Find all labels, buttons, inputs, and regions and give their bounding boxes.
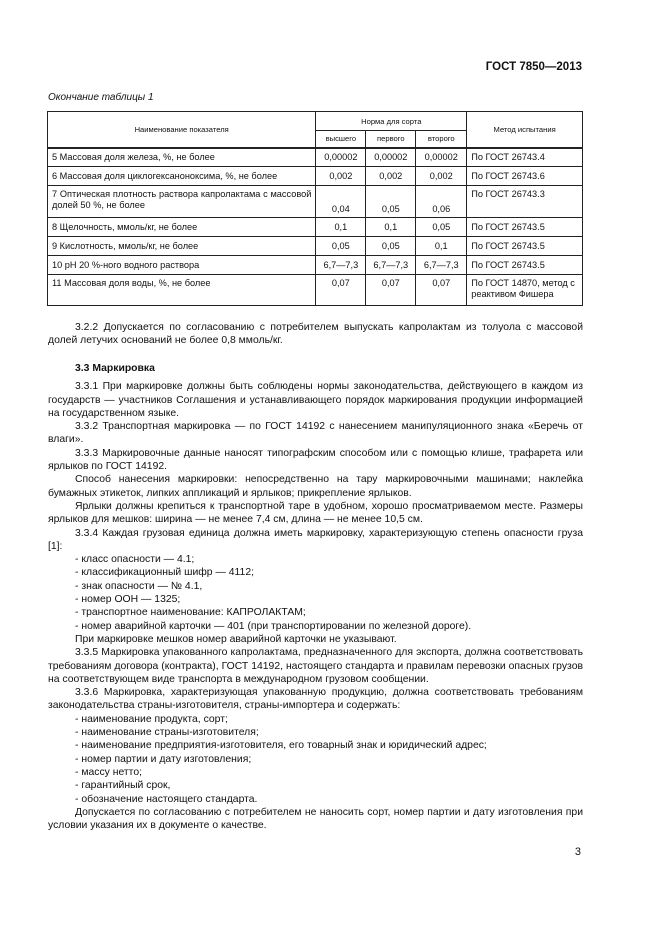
table-row (48, 256, 583, 275)
col-header-grade-first: первого (366, 131, 416, 148)
list-item: - наименование предприятия-изготовителя, его товарный знак и юридический адрес; (75, 740, 487, 752)
row-value-second: 0,07 (416, 275, 467, 306)
row-name: 8 Щелочность, ммоль/кг, не более (48, 218, 316, 237)
row-value-top: 0,1 (316, 218, 366, 237)
row-name: 11 Массовая доля воды, %, не более (48, 275, 316, 306)
marking-section (48, 362, 583, 832)
row-name: 6 Массовая доля циклогексаноноксима, %, не более (48, 167, 316, 186)
row-value-top: 0,05 (316, 237, 366, 256)
row-value-first: 0,05 (366, 237, 416, 256)
row-method: По ГОСТ 26743.5 (467, 237, 583, 256)
specs-table (47, 111, 583, 306)
table-row (48, 218, 583, 237)
row-value-second: 0,002 (416, 167, 467, 186)
row-value-top: 6,7—7,3 (316, 256, 366, 275)
body-text (48, 321, 583, 348)
row-value-second: 0,1 (416, 237, 467, 256)
row-method: По ГОСТ 26743.5 (467, 218, 583, 237)
list-item: - класс опасности — 4.1; (75, 554, 195, 566)
row-value-top: 0,07 (316, 275, 366, 306)
paragraph-3-3-4: 3.3.4 Каждая грузовая единица должна иметь маркировку, характеризующую степень опасности груза [1]: (48, 527, 583, 552)
row-value-second: 0,06 (416, 186, 467, 218)
row-value-first: 0,002 (366, 167, 416, 186)
table-row (48, 167, 583, 186)
list-item: - номер ООН — 1325; (75, 594, 181, 606)
row-value-first: 0,00002 (366, 148, 416, 167)
page-number: 3 (574, 846, 581, 858)
row-method: По ГОСТ 26743.3 (467, 186, 583, 218)
list-item: - массу нетто; (75, 766, 142, 778)
row-method: По ГОСТ 26743.4 (467, 148, 583, 167)
paragraph-3-3-5: 3.3.5 Маркировка упакованного капролактама, предназначенного для экспорта, должна соответствовать требованиям договора (контракта), ГОСТ 14192, настоящего стандарта и правилам перевозки опасных грузов на соответствующем виде транспорта в международном грузовом сообщении. (48, 647, 583, 685)
list-item: - классификационный шифр — 4112; (75, 567, 254, 579)
row-name: 5 Массовая доля железа, %, не более (48, 148, 316, 167)
table-row (48, 275, 583, 306)
row-method: По ГОСТ 26743.5 (467, 256, 583, 275)
col-header-grade-second: второго (416, 131, 467, 148)
list-item: - номер партии и дату изготовления; (75, 753, 252, 765)
table-row (48, 237, 583, 256)
paragraph-3-3-2: 3.3.2 Транспортная маркировка — по ГОСТ 14192 с нанесением манипуляционного знака «Беречь от влаги». (48, 421, 583, 446)
paragraph-3-3-1: 3.3.1 При маркировке должны быть соблюдены нормы законодательства, действующего в каждом из государств — участников Соглашения и устанавливающего порядок маркирования продукции информацией на государственном языке. (48, 381, 583, 419)
list-item: - знак опасности — № 4.1, (75, 580, 203, 592)
row-value-first: 0,1 (366, 218, 416, 237)
table-row (48, 186, 583, 218)
row-value-first: 6,7—7,3 (366, 256, 416, 275)
row-value-top: 0,04 (316, 186, 366, 218)
paragraph-3-3-3: 3.3.3 Маркировочные данные наносят типографским способом или с помощью клише, трафарета или ярлыков по ГОСТ 14192. (48, 447, 583, 473)
row-value-second: 6,7—7,3 (416, 256, 467, 275)
paragraph-3-2-2: 3.2.2 Допускается по согласованию с потребителем выпускать капролактам из толуола с массовой долей летучих оснований не более 0,8 ммоль/кг. (48, 322, 583, 347)
col-header-name: Наименование показателя (48, 112, 316, 148)
row-value-top: 0,00002 (316, 148, 366, 167)
row-method: По ГОСТ 14870, метод с реактивом Фишера (467, 275, 583, 306)
table-row (48, 148, 583, 167)
col-header-norm: Норма для сорта (316, 112, 467, 131)
list-item: - гарантийный срок, (75, 780, 171, 792)
list-item: - обозначение настоящего стандарта. (75, 793, 258, 805)
row-value-second: 0,00002 (416, 148, 467, 167)
document-code: ГОСТ 7850—2013 (485, 61, 582, 73)
row-name: 10 pH 20 %-ного водного раствора (48, 256, 316, 275)
row-value-first: 0,05 (366, 186, 416, 218)
row-value-first: 0,07 (366, 275, 416, 306)
col-header-method: Метод испытания (467, 112, 583, 148)
col-header-grade-top: высшего (316, 131, 366, 148)
list-item: - наименование продукта, сорт; (75, 713, 228, 725)
paragraph-labels: Ярлыки должны крепиться к транспортной таре в удобном, хорошо просматриваемом месте. Размеры ярлыков для мешков: ширина — не менее 7,4 см, длина — не менее 10,5 см. (48, 500, 583, 526)
row-name: 9 Кислотность, ммоль/кг, не более (48, 237, 316, 256)
table-caption: Окончание таблицы 1 (48, 92, 154, 103)
list-item: - номер аварийной карточки — 401 (при транспортировании по железной дороге). (75, 620, 472, 632)
paragraph-method: Способ нанесения маркировки: непосредственно на тару маркировочными машинами; наклейка бумажных этикеток, липких аппликаций и ярлыков; прикрепление ярлыков. (48, 474, 583, 499)
paragraph-3-3-6: 3.3.6 Маркировка, характеризующая упакованную продукцию, должна соответствовать требованиям законодательства страны-изготовителя, страны-импортера и содержать: (48, 687, 583, 712)
list-item: - транспортное наименование: КАПРОЛАКТАМ; (75, 607, 306, 619)
paragraph-bags: При маркировке мешков номер аварийной карточки не указывают. (75, 633, 397, 645)
paragraph-final: Допускается по согласованию с потребителем не наносить сорт, номер партии и дату изготовления при условии указания их в документе о качестве. (48, 806, 583, 832)
row-value-second: 0,05 (416, 218, 467, 237)
row-name: 7 Оптическая плотность раствора капролактама с массовой долей 50 %, не более (48, 186, 316, 218)
list-item: - наименование страны-изготовителя; (75, 727, 259, 739)
row-value-top: 0,002 (316, 167, 366, 186)
row-method: По ГОСТ 26743.6 (467, 167, 583, 186)
section-heading: 3.3 Маркировка (75, 363, 155, 374)
